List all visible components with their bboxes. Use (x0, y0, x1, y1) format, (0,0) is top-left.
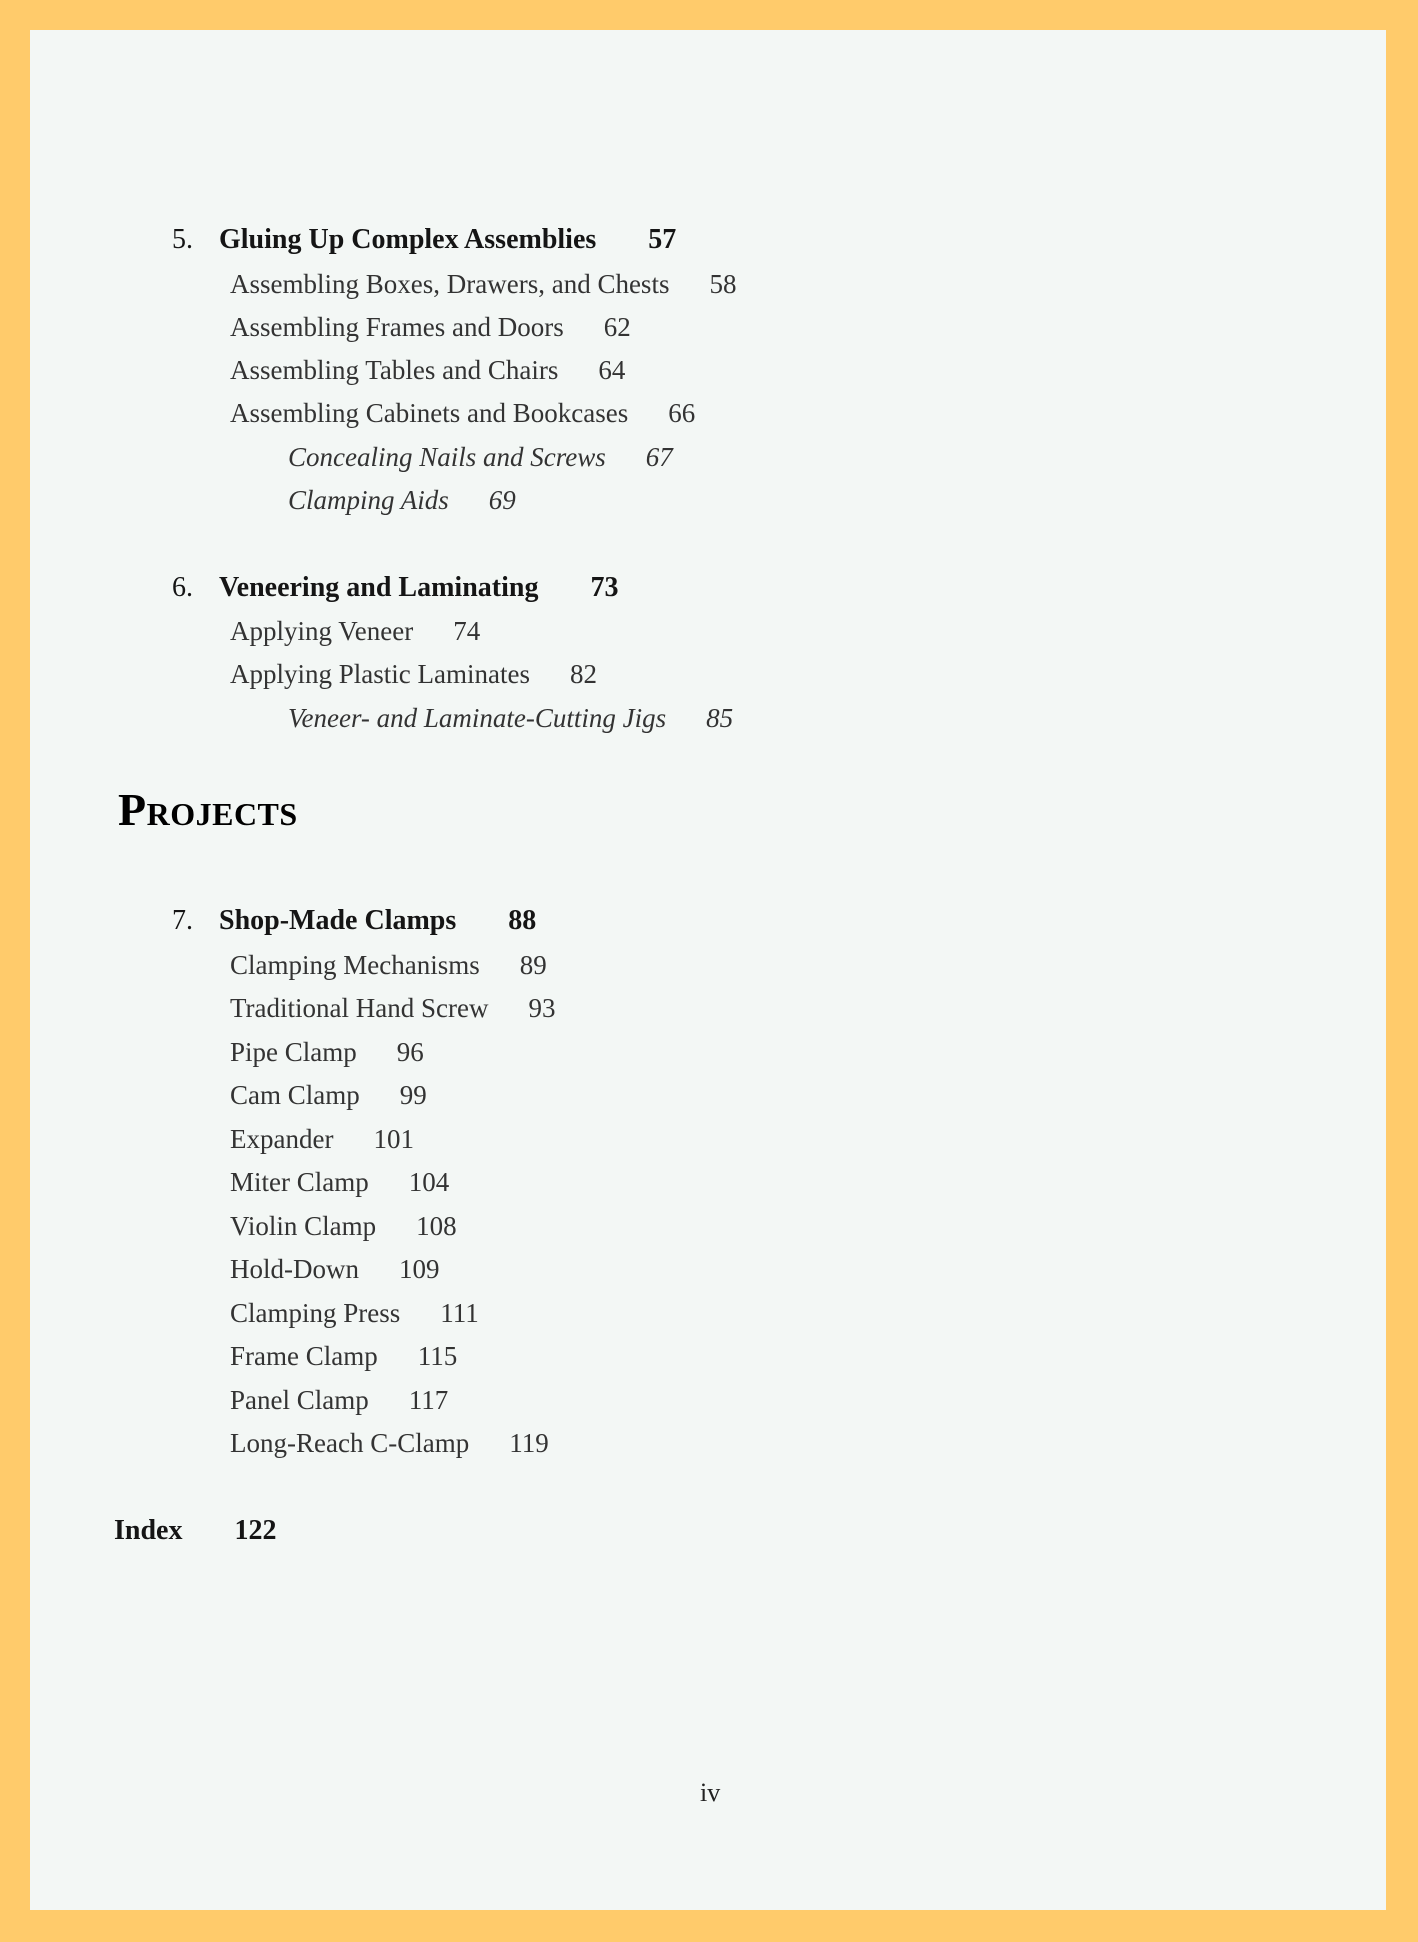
subentry-title: Veneer- and Laminate-Cutting Jigs (288, 703, 667, 733)
toc-entry[interactable] (230, 400, 695, 427)
entry-title: Traditional Hand Screw (230, 993, 489, 1023)
entry-title: Pipe Clamp (230, 1037, 357, 1067)
section-heading-projects: Projects (118, 784, 298, 835)
toc-entry[interactable] (230, 271, 736, 298)
entry-title: Assembling Cabinets and Bookcases (230, 398, 629, 428)
subentry-page: 85 (706, 703, 734, 733)
entry-title: Applying Plastic Laminates (230, 659, 530, 689)
toc-subentry[interactable] (288, 487, 516, 514)
entry-page: 117 (408, 1385, 449, 1415)
toc-entry[interactable] (230, 1343, 457, 1370)
entry-title: Frame Clamp (230, 1341, 378, 1371)
toc-entry[interactable] (230, 357, 625, 384)
entry-title: Long-Reach C-Clamp (230, 1428, 470, 1458)
entry-page: 89 (519, 950, 547, 980)
page-folio: iv (700, 1778, 721, 1807)
entry-page: 104 (408, 1167, 450, 1197)
chapter-page: 57 (648, 224, 677, 255)
chapter-number: 7. (172, 905, 193, 936)
chapter-heading-6[interactable] (172, 574, 618, 602)
entry-page: 58 (709, 269, 737, 299)
subentry-page: 67 (645, 442, 673, 472)
entry-page: 74 (453, 616, 481, 646)
toc-subentry[interactable] (288, 444, 673, 471)
entry-page: 115 (417, 1341, 458, 1371)
toc-subentry[interactable] (288, 705, 733, 732)
entry-title: Assembling Boxes, Drawers, and Chests (230, 269, 670, 299)
toc-entry[interactable] (230, 1082, 427, 1109)
entry-title: Assembling Frames and Doors (230, 312, 564, 342)
entry-title: Violin Clamp (230, 1211, 377, 1241)
entry-page: 66 (668, 398, 696, 428)
toc-entry[interactable] (230, 1039, 424, 1066)
toc-entry[interactable] (230, 1169, 449, 1196)
chapter-heading-5[interactable] (172, 226, 676, 254)
chapter-heading-7[interactable] (172, 907, 536, 935)
toc-entry[interactable] (230, 1126, 414, 1153)
toc-entry[interactable] (230, 1300, 479, 1327)
entry-page: 96 (396, 1037, 424, 1067)
entry-page: 82 (569, 659, 597, 689)
toc-entry[interactable] (230, 314, 631, 341)
entry-title: Assembling Tables and Chairs (230, 355, 559, 385)
entry-page: 108 (416, 1211, 457, 1241)
toc-entry[interactable] (230, 618, 480, 645)
entry-page: 119 (509, 1428, 549, 1458)
toc-entry[interactable] (230, 661, 597, 688)
entry-title: Miter Clamp (230, 1167, 369, 1197)
chapter-page: 88 (508, 905, 537, 936)
entry-title: Applying Veneer (230, 616, 414, 646)
toc-entry[interactable] (230, 1256, 440, 1283)
entry-title: Cam Clamp (230, 1080, 360, 1110)
toc-entry[interactable] (230, 1430, 549, 1457)
entry-title: Clamping Press (230, 1298, 401, 1328)
entry-page: 62 (603, 312, 631, 342)
chapter-title: Shop-Made Clamps (219, 905, 457, 936)
index-title: Index (114, 1515, 183, 1546)
toc-entry[interactable] (230, 995, 555, 1022)
chapter-title: Gluing Up Complex Assemblies (219, 224, 597, 255)
entry-page: 109 (399, 1254, 440, 1284)
chapter-page: 73 (590, 572, 619, 603)
entry-title: Hold-Down (230, 1254, 359, 1284)
toc-entry[interactable] (230, 952, 547, 979)
index-page: 122 (234, 1515, 277, 1546)
entry-title: Clamping Mechanisms (230, 950, 480, 980)
chapter-title: Veneering and Laminating (219, 572, 539, 603)
chapter-number: 5. (172, 224, 193, 255)
subentry-title: Clamping Aids (288, 485, 449, 515)
toc-index-entry[interactable] (114, 1517, 276, 1545)
entry-page: 99 (399, 1080, 427, 1110)
toc-page (30, 30, 1386, 1910)
entry-page: 64 (598, 355, 626, 385)
subentry-page: 69 (488, 485, 516, 515)
entry-page: 93 (528, 993, 556, 1023)
subentry-title: Concealing Nails and Screws (288, 442, 606, 472)
toc-entry[interactable] (230, 1387, 448, 1414)
toc-entry[interactable] (230, 1213, 457, 1240)
entry-page: 111 (440, 1298, 479, 1328)
entry-title: Panel Clamp (230, 1385, 369, 1415)
entry-page: 101 (373, 1124, 414, 1154)
chapter-number: 6. (172, 572, 193, 603)
entry-title: Expander (230, 1124, 334, 1154)
